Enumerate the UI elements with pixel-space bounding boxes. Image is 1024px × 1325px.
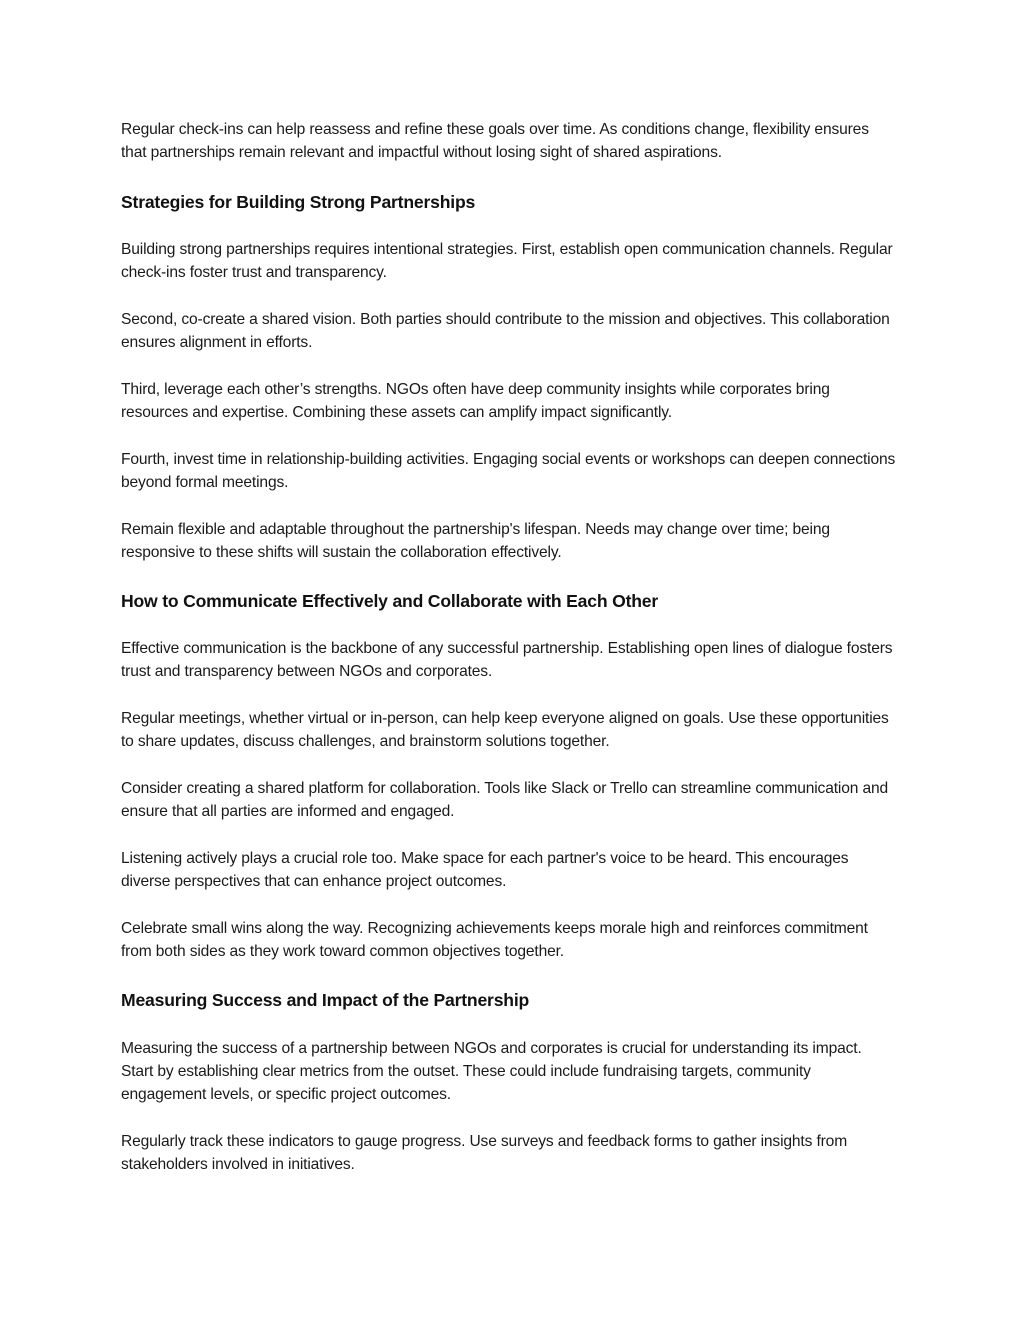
section-heading: Strategies for Building Strong Partnerships [121, 192, 476, 212]
section-heading: How to Communicate Effectively and Collaborate with Each Other [121, 591, 659, 611]
paragraph-celebrate [121, 917, 896, 963]
paragraph-strategies-intro [121, 238, 896, 284]
paragraph-text: Fourth, invest time in relationship-building activities. Engaging social events or workshops can deepen connections beyond formal meetings. [121, 451, 896, 492]
paragraph-shared-platform [121, 777, 896, 823]
paragraph-flexible [121, 518, 896, 564]
paragraph-text: Effective communication is the backbone of any successful partnership. Establishing open lines of dialogue fosters trust and transparency between NGOs and corporates. [121, 640, 893, 681]
paragraph-text: Remain flexible and adaptable throughout the partnership's lifespan. Needs may change over time; being responsive to these shifts will sustain the collaboration effectively. [121, 521, 830, 562]
heading-measuring [121, 988, 896, 1012]
paragraph-text: Second, co-create a shared vision. Both parties should contribute to the mission and objectives. This collaboration ensures alignment in efforts. [121, 311, 890, 352]
paragraph-regular-meetings [121, 707, 896, 753]
paragraph-text: Listening actively plays a crucial role too. Make space for each partner's voice to be heard. This encourages diverse perspectives that can enhance project outcomes. [121, 850, 849, 891]
heading-communicate [121, 589, 896, 613]
paragraph-text: Measuring the success of a partnership between NGOs and corporates is crucial for understanding its impact. Start by establishing clear metrics from the outset. These could include fundraising targets, community engagement levels, or specific project outcomes. [121, 1040, 862, 1104]
paragraph-shared-vision [121, 308, 896, 354]
paragraph-text: Building strong partnerships requires intentional strategies. First, establish open communication channels. Regular check-ins foster trust and transparency. [121, 241, 893, 282]
paragraph-text: Celebrate small wins along the way. Recognizing achievements keeps morale high and reinforces commitment from both sides as they work toward common objectives together. [121, 920, 868, 961]
paragraph-text: Regular check-ins can help reassess and refine these goals over time. As conditions change, flexibility ensures that partnerships remain relevant and impactful without losing sight of shared aspirations. [121, 121, 869, 162]
paragraph-strengths [121, 378, 896, 424]
paragraph-relationship-building [121, 448, 896, 494]
paragraph-text: Regularly track these indicators to gauge progress. Use surveys and feedback forms to gather insights from stakeholders involved in initiatives. [121, 1133, 848, 1174]
section-heading: Measuring Success and Impact of the Partnership [121, 990, 530, 1010]
paragraph-text: Third, leverage each other’s strengths. NGOs often have deep community insights while corporates bring resources and expertise. Combining these assets can amplify impact significantly. [121, 381, 830, 422]
paragraph-text: Regular meetings, whether virtual or in-person, can help keep everyone aligned on goals. Use these opportunities to share updates, discuss challenges, and brainstorm solutions together. [121, 710, 889, 751]
paragraph-text: Consider creating a shared platform for collaboration. Tools like Slack or Trello can streamline communication and ensure that all parties are informed and engaged. [121, 780, 889, 821]
paragraph-goals-checkins [121, 118, 896, 164]
paragraph-measuring-success [121, 1037, 896, 1107]
heading-strategies [121, 190, 896, 214]
paragraph-listening [121, 847, 896, 893]
paragraph-track-indicators [121, 1130, 896, 1176]
paragraph-effective-communication [121, 637, 896, 683]
